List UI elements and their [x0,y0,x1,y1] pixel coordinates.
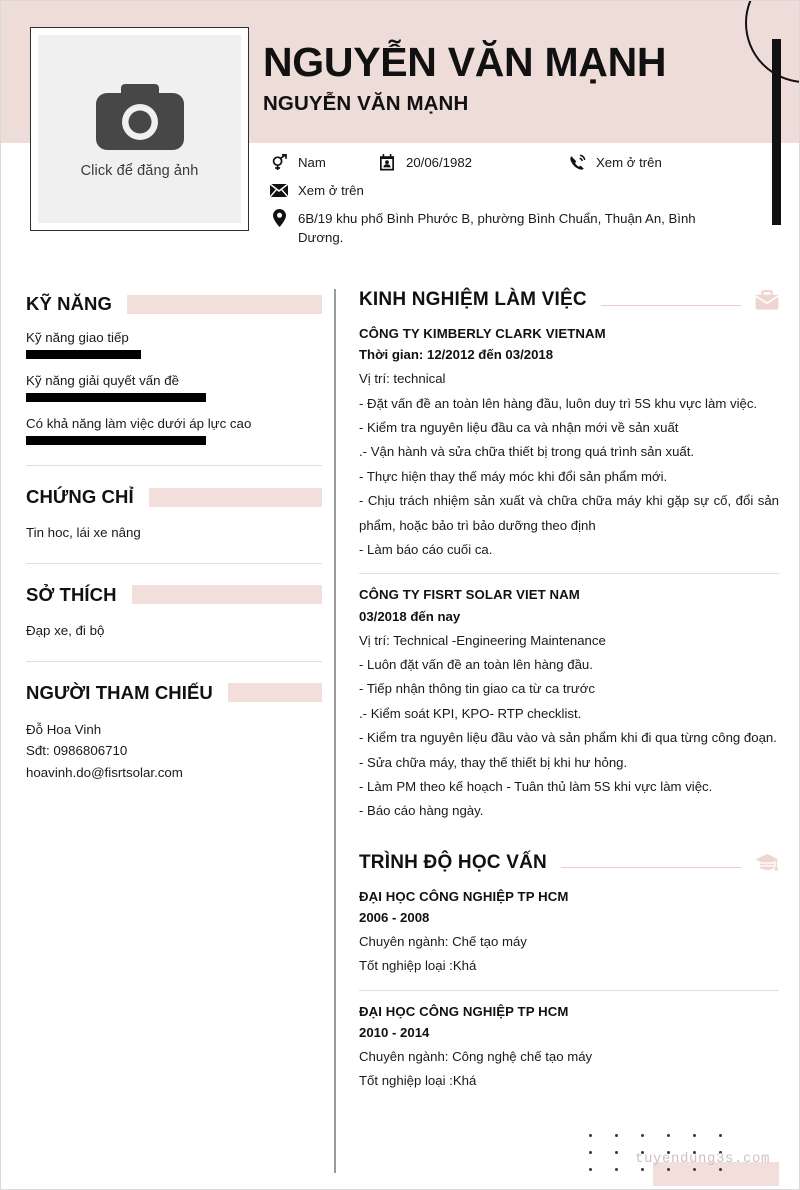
reference-name: Đỗ Hoa Vinh [26,721,102,737]
education-title: TRÌNH ĐỘ HỌC VẤN [359,851,547,873]
contact-phone [567,153,767,172]
school-name: ĐẠI HỌC CÔNG NGHIỆP TP HCM [359,888,569,904]
watermark-dot [589,1134,592,1137]
company-name: CÔNG TY FISRT SOLAR VIET NAM [359,587,580,603]
education-rule [561,867,741,868]
certificates-header-bar [149,488,322,507]
dob-value: 20/06/1982 [406,155,473,170]
main-content [359,289,779,1098]
watermark-dot [589,1168,592,1171]
skill-item [26,373,322,402]
hobbies-body: Đạp xe, đi bộ [26,622,105,638]
experience-entry [359,323,779,562]
gender-icon [269,153,289,171]
skills-header [26,291,322,317]
school-name: ĐẠI HỌC CÔNG NGHIỆP TP HCM [359,1003,569,1019]
duty-item: - Làm báo cáo cuối ca. [359,542,493,558]
duty-item: .- Vận hành và sửa chữa thiết bị trong quá trình sản xuất. [359,444,695,460]
duty-item: - Kiểm tra nguyên liệu đầu vào và sản phẩm khi đi qua từng công đoạn. [359,730,777,746]
education-divider [359,990,779,991]
references-header [26,680,322,706]
photo-upload-frame[interactable] [30,27,249,231]
duty-item: .- Kiểm soát KPI, KPO- RTP checklist. [359,705,582,721]
duty-item: - Làm PM theo kế hoạch - Tuân thủ làm 5S khi vực làm việc. [359,779,713,795]
watermark-dot [615,1151,618,1154]
hobbies-header-bar [132,585,322,604]
sidebar-divider [26,563,322,564]
job-title: NGUYỄN VĂN MẠNH [263,92,469,116]
hobbies-title: SỞ THÍCH [26,583,117,605]
duty-item: - Thực hiện thay thế máy móc khi đổi sản phẩm mới. [359,468,668,484]
duty-item: - Sửa chữa máy, thay thế thiết bị khi hư hỏng. [359,754,628,770]
location-pin-icon [269,209,289,227]
watermark-dot [615,1134,618,1137]
sidebar-divider [26,661,322,662]
contact-row-3 [269,209,779,247]
duty-item: - Báo cáo hàng ngày. [359,803,484,819]
references-title: NGƯỜI THAM CHIẾU [26,681,213,703]
skills-header-bar [127,295,322,314]
contact-address [269,209,698,247]
experience-entry [359,584,779,823]
employment-period: 03/2018 đến nay [359,608,461,624]
contact-email [269,181,364,200]
school-major: Chuyên ngành: Chế tạo máy [359,933,527,949]
skill-track [26,436,322,445]
watermark-dot [615,1168,618,1171]
references-header-bar [228,683,322,702]
gender-value: Nam [298,155,326,170]
address-value: 6B/19 khu phố Bình Phước B, phường Bình Chuẩn, Thuận An, Bình Dương. [298,211,696,246]
hobbies-header [26,582,322,608]
duty-item: - Tiếp nhận thông tin giao ca từ ca trước [359,681,595,697]
name-block [263,41,666,116]
skill-item [26,330,322,359]
duty-item: - Luôn đặt vấn đề an toàn lên hàng đầu. [359,656,593,672]
education-entry [359,1001,779,1094]
skill-name: Có khả năng làm việc dưới áp lực cao [26,416,252,431]
contact-dob [377,153,567,172]
school-grade: Tốt nghiệp loại :Khá [359,958,477,974]
experience-rule [601,305,741,306]
watermark-text: tuyendung3s.com [635,1151,771,1167]
skill-level-bar [26,350,141,359]
sidebar [26,291,322,787]
duty-item: - Kiểm tra nguyên liệu đầu ca và nhận mới về sản xuất [359,419,679,435]
envelope-icon [269,181,289,199]
watermark-dot [719,1134,722,1137]
sidebar-section-skills [26,291,322,445]
watermark-dot [641,1168,644,1171]
duty-item: - Đặt vấn đề an toàn lên hàng đầu, luôn duy trì 5S khu vực làm việc. [359,395,758,411]
contact-block [269,153,779,257]
phone-icon [567,153,587,171]
contact-gender [269,153,377,172]
education-header [359,852,779,874]
watermark [589,1134,779,1186]
sidebar-section-certificates [26,484,322,543]
reference-email: hoavinh.do@fisrtsolar.com [26,764,183,780]
certificates-header [26,484,322,510]
company-name: CÔNG TY KIMBERLY CLARK VIETNAM [359,326,606,341]
reference-phone: Sđt: 0986806710 [26,743,128,759]
sidebar-section-references [26,680,322,784]
calendar-icon [377,153,397,171]
position: Vị trí: technical [359,371,446,387]
employment-period: Thời gian: 12/2012 đến 03/2018 [359,347,554,363]
experience-title: KINH NGHIỆM LÀM VIỆC [359,289,587,310]
skill-level-bar [26,436,206,445]
position: Vị trí: Technical -Engineering Maintenance [359,632,606,648]
photo-caption: Click để đăng ảnh [80,162,199,179]
experience-divider [359,573,779,574]
column-divider [334,289,336,1173]
school-grade: Tốt nghiệp loại :Khá [359,1073,477,1089]
skill-level-bar [26,393,206,402]
photo-placeholder[interactable] [38,35,241,223]
watermark-dot [693,1168,696,1171]
watermark-dot [667,1134,670,1137]
watermark-dot [719,1168,722,1171]
contact-row-1 [269,153,779,172]
full-name: NGUYỄN VĂN MẠNH [263,39,667,85]
school-years: 2010 - 2014 [359,1025,430,1041]
section-gap [359,828,779,852]
watermark-dot [693,1134,696,1137]
duty-item: - Chịu trách nhiệm sản xuất và chữa chữa máy khi gặp sự cố, đổi sản phẩm, hoặc bảo trì bảo dưỡng theo định [359,493,779,533]
watermark-dot [589,1151,592,1154]
sidebar-divider [26,465,322,466]
watermark-dot [641,1134,644,1137]
skill-track [26,393,322,402]
skill-name: Kỹ năng giao tiếp [26,330,129,345]
skill-track [26,350,322,359]
education-entry [359,886,779,979]
contact-row-2 [269,181,779,200]
school-major: Chuyên ngành: Công nghệ chế tạo máy [359,1048,593,1064]
skills-title: KỸ NĂNG [26,293,113,314]
email-value: Xem ở trên [298,183,364,199]
sidebar-section-hobbies [26,582,322,641]
skill-item [26,416,322,445]
skill-name: Kỹ năng giải quyết vấn đề [26,373,180,388]
camera-icon [92,80,188,154]
phone-value: Xem ở trên [596,155,662,170]
watermark-dot [667,1168,670,1171]
graduation-cap-icon [755,852,779,874]
experience-header [359,289,779,311]
certificates-title: CHỨNG CHỈ [26,486,134,507]
briefcase-icon [755,289,779,311]
school-years: 2006 - 2008 [359,910,430,926]
certificates-body: Tin hoc, lái xe nâng [26,525,141,540]
